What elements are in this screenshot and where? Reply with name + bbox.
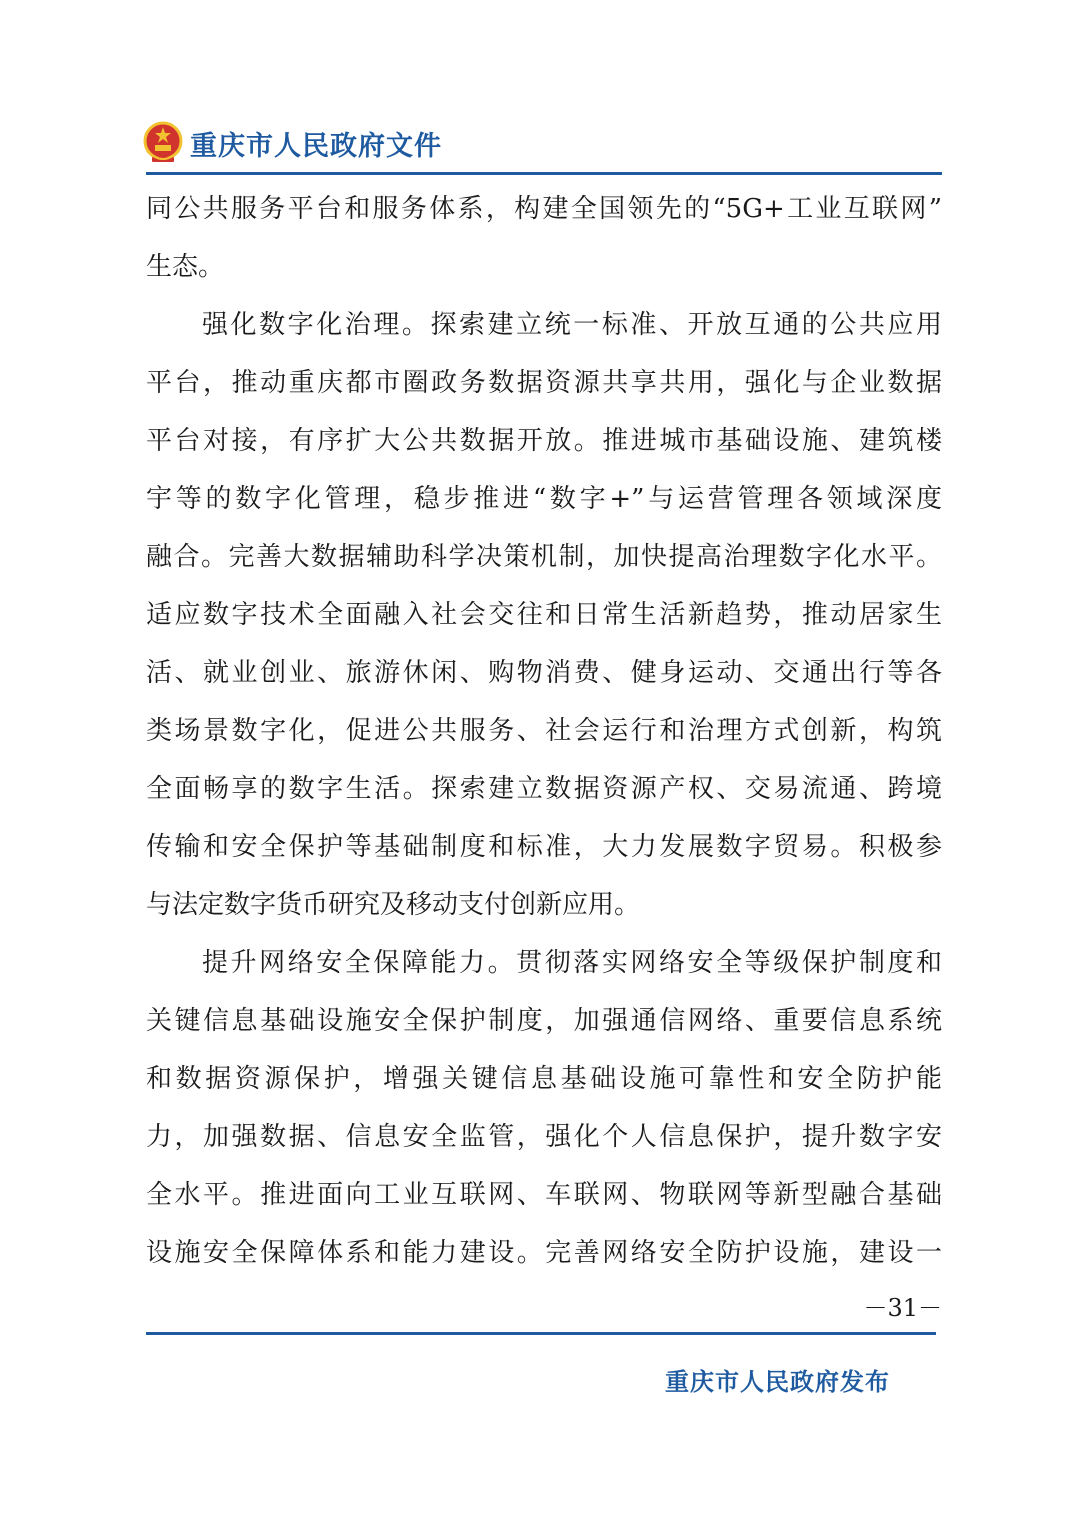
text-line: 平台，推动重庆都市圈政务数据资源共享共用，强化与企业数据 <box>146 368 942 398</box>
text-line: 全面畅享的数字生活。探索建立数据资源产权、交易流通、跨境 <box>146 774 942 804</box>
text-line: 关键信息基础设施安全保护制度，加强通信网络、重要信息系统 <box>146 1006 942 1036</box>
text-line: 平台对接，有序扩大公共数据开放。推进城市基础设施、建筑楼 <box>146 426 942 456</box>
text-line: 宇等的数字化管理，稳步推进“数字+”与运营管理各领域深度 <box>146 484 942 514</box>
text-line: 与法定数字货币研究及移动支付创新应用。 <box>146 890 641 920</box>
text-line: 生态。 <box>146 252 225 282</box>
text-line: 力，加强数据、信息安全监管，强化个人信息保护，提升数字安 <box>146 1122 942 1152</box>
header-divider <box>146 172 942 175</box>
text-line: 活、就业创业、旅游休闲、购物消费、健身运动、交通出行等各 <box>146 658 942 688</box>
paragraph-first-line: 提升网络安全保障能力。贯彻落实网络安全等级保护制度和 <box>202 948 942 978</box>
text-line: 融合。完善大数据辅助科学决策机制，加快提高治理数字化水平。 <box>146 542 942 572</box>
footer-divider <box>146 1332 936 1335</box>
text-line: 适应数字技术全面融入社会交往和日常生活新趋势，推动居家生 <box>146 600 942 630</box>
text-line: 类场景数字化，促进公共服务、社会运行和治理方式创新，构筑 <box>146 716 942 746</box>
footer-publisher: 重庆市人民政府发布 <box>665 1368 890 1396</box>
text-line: 同公共服务平台和服务体系，构建全国领先的“5G+工业互联网” <box>146 194 942 224</box>
document-header <box>142 118 442 168</box>
text-line: 传输和安全保护等基础制度和标准，大力发展数字贸易。积极参 <box>146 832 942 862</box>
national-emblem-icon <box>142 121 184 165</box>
text-line: 全水平。推进面向工业互联网、车联网、物联网等新型融合基础 <box>146 1180 942 1210</box>
text-line: 和数据资源保护，增强关键信息基础设施可靠性和安全防护能 <box>146 1064 942 1094</box>
header-title: 重庆市人民政府文件 <box>190 130 442 162</box>
text-line: 设施安全保障体系和能力建设。完善网络安全防护设施，建设一 <box>146 1238 942 1268</box>
page-number: －31－ <box>863 1294 942 1322</box>
paragraph-first-line: 强化数字化治理。探索建立统一标准、开放互通的公共应用 <box>202 310 942 340</box>
document-body <box>146 180 942 1282</box>
